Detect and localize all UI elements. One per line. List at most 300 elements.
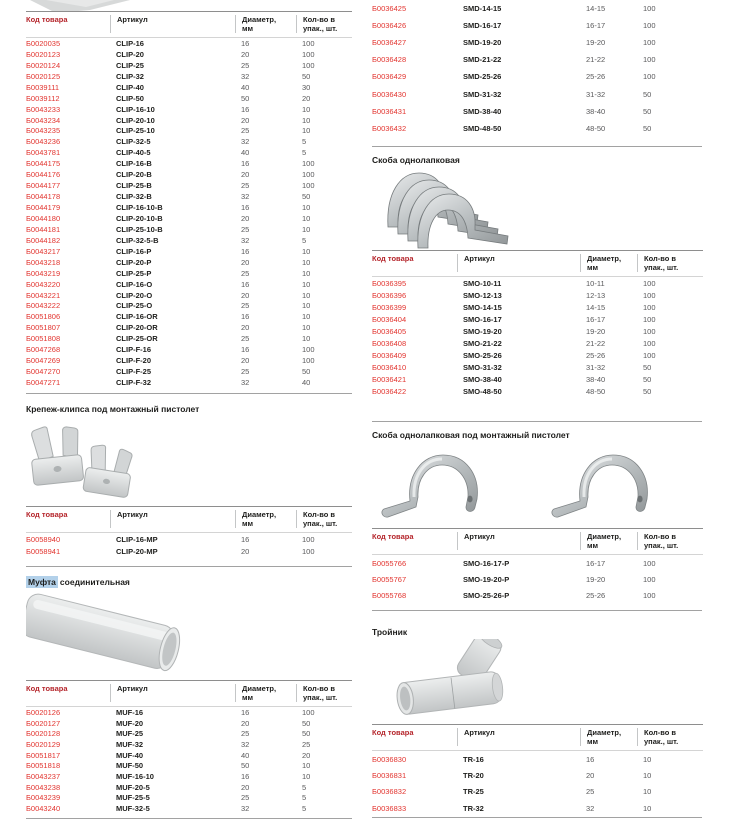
product-code: Б0047270 (26, 367, 61, 377)
table-row (26, 545, 352, 557)
article: CLIP-16-10-B (116, 203, 163, 213)
product-code: Б0044179 (26, 203, 61, 213)
article: CLIP-25-B (116, 181, 152, 191)
diameter-mm: 14-15 (586, 4, 606, 14)
pack-qty: 10 (302, 224, 311, 234)
diameter-mm: 12-13 (586, 290, 606, 300)
article: MUF-25 (116, 729, 144, 739)
diameter-mm: 16 (241, 707, 250, 717)
article: SMO-10-11 (463, 278, 502, 288)
product-code: Б0020035 (26, 38, 61, 48)
diameter-mm: 32 (241, 137, 250, 147)
product-code: Б0036396 (372, 290, 407, 300)
article: CLIP-20-P (116, 257, 152, 267)
product-code: Б0036410 (372, 363, 407, 373)
tr-table (372, 724, 703, 816)
header-line: мм (587, 541, 599, 550)
article: SMO-31-32 (463, 363, 502, 373)
diameter-mm: 25-26 (586, 351, 606, 361)
article: MUF-25-5 (116, 793, 150, 803)
pack-qty: 100 (302, 534, 315, 544)
product-code: Б0051806 (26, 312, 61, 322)
table-row (372, 0, 703, 17)
diameter-mm: 32 (241, 71, 250, 81)
pack-qty: 100 (643, 290, 656, 300)
clip-table-body (26, 38, 352, 388)
article: CLIP-16-MP (116, 534, 158, 544)
product-code: Б0043222 (26, 301, 61, 311)
table-row (26, 311, 352, 322)
diameter-mm: 20 (241, 170, 250, 180)
product-code: Б0047271 (26, 378, 61, 388)
diameter-mm: 25 (241, 334, 250, 344)
product-code: Б0036432 (372, 123, 407, 133)
article: CLIP-16-B (116, 159, 152, 169)
pack-qty: 5 (302, 235, 307, 245)
diameter-mm: 25 (241, 301, 250, 311)
product-code: Б0036831 (372, 770, 407, 780)
article: SMO-38-40 (463, 375, 502, 385)
article: SMO-16-17-P (463, 558, 510, 568)
article: SMO-19-20 (463, 326, 502, 336)
product-code: Б0044182 (26, 235, 61, 245)
article: CLIP-F-16 (116, 345, 152, 355)
pack-qty: 10 (302, 213, 311, 223)
pack-qty: 5 (302, 804, 307, 814)
pack-qty: 10 (302, 312, 311, 322)
diameter-mm: 25 (241, 181, 250, 191)
product-code: Б0043221 (26, 290, 61, 300)
article: CLIP-25 (116, 60, 144, 70)
table-row (372, 103, 703, 120)
product-code: Б0036430 (372, 89, 407, 99)
table-row (26, 301, 352, 312)
smo-p-product-photo (378, 447, 708, 527)
article: SMD-31-32 (463, 89, 502, 99)
article: TR-16 (463, 754, 484, 764)
table-row (26, 104, 352, 115)
diameter-mm: 20 (241, 546, 250, 556)
product-code: Б0044175 (26, 159, 61, 169)
col-header-qty (637, 728, 703, 746)
col-header-article: Артикул (110, 15, 235, 33)
product-code: Б0044176 (26, 170, 61, 180)
pack-qty: 40 (302, 378, 311, 388)
diameter-mm: 20 (241, 213, 250, 223)
diameter-mm: 25-26 (586, 72, 606, 82)
muf-product-photo (26, 591, 196, 684)
table-row (26, 93, 352, 104)
product-code: Б0051818 (26, 761, 61, 771)
col-header-article: Артикул (457, 728, 580, 746)
article: SMD-21-22 (463, 55, 502, 65)
diameter-mm: 16 (241, 38, 250, 48)
pack-qty: 10 (302, 290, 311, 300)
clip-mp-table (26, 506, 352, 557)
diameter-mm: 32 (241, 235, 250, 245)
pack-qty: 100 (302, 181, 315, 191)
header-line: Диаметр, (587, 532, 622, 541)
clip-mp-product-photo (28, 422, 153, 502)
diameter-mm: 40 (241, 148, 250, 158)
pack-qty: 50 (643, 89, 652, 99)
header-line: Диаметр, (587, 254, 622, 263)
pack-qty: 50 (302, 729, 311, 739)
product-code: Б0051807 (26, 323, 61, 333)
table-row (26, 38, 352, 49)
table-row (372, 325, 703, 337)
table-row (26, 71, 352, 82)
article: MUF-40 (116, 750, 144, 760)
pack-qty: 10 (302, 323, 311, 333)
diameter-mm: 16-17 (586, 558, 606, 568)
pack-qty: 50 (643, 106, 652, 116)
pack-qty: 10 (302, 126, 311, 136)
table-row (372, 51, 703, 68)
diameter-mm: 20 (241, 115, 250, 125)
product-code: Б0043217 (26, 246, 61, 256)
article: CLIP-F-32 (116, 378, 152, 388)
table-row (372, 17, 703, 34)
product-code: Б0036832 (372, 787, 407, 797)
diameter-mm: 48-50 (586, 123, 606, 133)
article: CLIP-50 (116, 93, 144, 103)
diameter-mm: 16 (241, 312, 250, 322)
product-code: Б0043239 (26, 793, 61, 803)
article: SMO-14-15 (463, 302, 502, 312)
table-row (26, 803, 352, 814)
diameter-mm: 20 (241, 782, 250, 792)
pack-qty: 10 (302, 104, 311, 114)
article: CLIP-40 (116, 82, 144, 92)
pack-qty: 100 (302, 49, 315, 59)
table-row (26, 136, 352, 147)
product-code: Б0058941 (26, 546, 61, 556)
diameter-mm: 20 (241, 323, 250, 333)
pack-qty: 100 (302, 159, 315, 169)
pack-qty: 50 (643, 363, 652, 373)
pack-qty: 100 (302, 546, 315, 556)
pack-qty: 10 (302, 246, 311, 256)
pack-qty: 100 (643, 302, 656, 312)
product-code: Б0036426 (372, 21, 407, 31)
table-row (26, 333, 352, 344)
pack-qty: 5 (302, 782, 307, 792)
table-row (372, 767, 703, 783)
pack-qty: 100 (643, 72, 656, 82)
article: SMO-21-22 (463, 339, 502, 349)
pack-qty: 10 (302, 761, 311, 771)
product-code: Б0036404 (372, 314, 407, 324)
diameter-mm: 25 (241, 729, 250, 739)
table-row (26, 771, 352, 782)
product-code: Б0036428 (372, 55, 407, 65)
article: CLIP-20-MP (116, 546, 158, 556)
header-line: упак., шт. (644, 263, 679, 272)
diameter-mm: 20 (241, 356, 250, 366)
table-row (26, 49, 352, 60)
table-header (372, 528, 703, 555)
table-row (26, 147, 352, 158)
header-line: Кол-во в (303, 15, 336, 24)
article: TR-25 (463, 787, 484, 797)
table-row (26, 169, 352, 180)
table-row (26, 268, 352, 279)
diameter-mm: 20 (586, 770, 595, 780)
table-row (26, 782, 352, 793)
article: MUF-50 (116, 761, 144, 771)
diameter-mm: 20 (241, 257, 250, 267)
diameter-mm: 19-20 (586, 38, 606, 48)
pack-qty: 50 (643, 387, 652, 397)
table-row (372, 301, 703, 313)
table-row (372, 85, 703, 102)
article: CLIP-20-10 (116, 115, 155, 125)
article: CLIP-F-20 (116, 356, 152, 366)
table-row (372, 313, 703, 325)
diameter-mm: 25-26 (586, 590, 606, 600)
pack-qty: 50 (302, 192, 311, 202)
diameter-mm: 32 (241, 804, 250, 814)
product-code: Б0036833 (372, 803, 407, 813)
table-row (26, 158, 352, 169)
table-row (372, 362, 703, 374)
section-divider (372, 421, 702, 422)
diameter-mm: 16 (241, 279, 250, 289)
smo-product-photo (385, 167, 520, 251)
pack-qty: 5 (302, 793, 307, 803)
article: SMO-16-17 (463, 314, 502, 324)
col-header-qty (296, 15, 352, 33)
diameter-mm: 16 (241, 771, 250, 781)
article: TR-32 (463, 803, 484, 813)
article: SMD-38-40 (463, 106, 502, 116)
header-line: упак., шт. (644, 737, 679, 746)
article: MUF-32 (116, 739, 144, 749)
product-code: Б0020128 (26, 729, 61, 739)
product-code: Б0039112 (26, 93, 60, 103)
header-line: Диаметр, (587, 728, 622, 737)
header-line: Кол-во в (644, 532, 677, 541)
product-code: Б0020126 (26, 707, 61, 717)
product-code: Б0043219 (26, 268, 61, 278)
muf-table-body (26, 707, 352, 814)
diameter-mm: 20 (241, 49, 250, 59)
pack-qty: 5 (302, 137, 307, 147)
header-line: мм (242, 24, 254, 33)
table-row (26, 180, 352, 191)
pack-qty: 100 (643, 314, 656, 324)
article: CLIP-32-5-B (116, 235, 159, 245)
table-row (26, 224, 352, 235)
product-code: Б0051817 (26, 750, 61, 760)
diameter-mm: 16 (241, 534, 250, 544)
diameter-mm: 16 (241, 159, 250, 169)
pack-qty: 100 (302, 707, 315, 717)
article: SMD-16-17 (463, 21, 502, 31)
article: SMD-48-50 (463, 123, 502, 133)
diameter-mm: 16-17 (586, 314, 606, 324)
article: TR-20 (463, 770, 484, 780)
header-line: мм (587, 263, 599, 272)
smo-p-table-body (372, 555, 703, 604)
tr-product-photo (395, 639, 513, 723)
header-line: Кол-во в (303, 684, 336, 693)
col-header-code: Код товара (26, 15, 68, 24)
table-row (26, 82, 352, 93)
diameter-mm: 25 (241, 126, 250, 136)
section-title-clip-mp: Крепеж-клипса под монтажный пистолет (26, 404, 200, 414)
article: CLIP-16-P (116, 246, 152, 256)
header-line: упак., шт. (303, 24, 338, 33)
article: SMD-14-15 (463, 4, 502, 14)
article: CLIP-20-B (116, 170, 152, 180)
diameter-mm: 31-32 (586, 363, 606, 373)
product-code: Б0036395 (372, 278, 407, 288)
pack-qty: 10 (643, 770, 652, 780)
product-code: Б0058940 (26, 534, 61, 544)
pack-qty: 100 (643, 339, 656, 349)
pack-qty: 30 (302, 82, 311, 92)
diameter-mm: 38-40 (586, 106, 606, 116)
table-row (26, 235, 352, 246)
table-row (26, 366, 352, 377)
table-row (372, 34, 703, 51)
pack-qty: 100 (643, 4, 656, 14)
article: CLIP-25-P (116, 268, 152, 278)
table-row (26, 213, 352, 224)
clip-mp-table-body (26, 533, 352, 557)
table-row (26, 728, 352, 739)
section-title-smo: Скоба однолапковая (372, 155, 460, 165)
col-header-code: Код товара (26, 510, 68, 519)
col-header-qty (296, 510, 352, 528)
table-row (26, 126, 352, 137)
pack-qty: 10 (643, 754, 652, 764)
diameter-mm: 25 (241, 268, 250, 278)
section-divider (26, 393, 352, 394)
product-code: Б0036425 (372, 4, 407, 14)
diameter-mm: 14-15 (586, 302, 606, 312)
table-row (372, 784, 703, 800)
diameter-mm: 25 (241, 60, 250, 70)
pack-qty: 10 (302, 257, 311, 267)
article: CLIP-25-O (116, 301, 153, 311)
clip-table (26, 11, 352, 388)
header-line: мм (242, 519, 254, 528)
table-row (26, 202, 352, 213)
product-code: Б0036431 (372, 106, 407, 116)
diameter-mm: 25 (241, 793, 250, 803)
pack-qty: 100 (643, 21, 656, 31)
col-header-qty (637, 254, 703, 272)
product-code: Б0043781 (26, 148, 61, 158)
product-code: Б0036399 (372, 302, 407, 312)
article: CLIP-16-O (116, 279, 153, 289)
article: CLIP-32-5 (116, 137, 151, 147)
pack-qty: 10 (302, 301, 311, 311)
diameter-mm: 32 (241, 192, 250, 202)
header-line: Диаметр, (242, 510, 277, 519)
tr-table-body (372, 751, 703, 816)
article: CLIP-32-B (116, 192, 152, 202)
pack-qty: 100 (302, 38, 315, 48)
pack-qty: 100 (643, 38, 656, 48)
product-code: Б0047269 (26, 356, 61, 366)
muf-table (26, 680, 352, 814)
col-header-diameter (235, 510, 296, 528)
table-row (26, 739, 352, 750)
article: CLIP-25-OR (116, 334, 158, 344)
title-rest: соединительная (59, 577, 130, 587)
diameter-mm: 16 (241, 345, 250, 355)
article: CLIP-20 (116, 49, 144, 59)
pack-qty: 10 (302, 203, 311, 213)
header-line: Кол-во в (644, 728, 677, 737)
pack-qty: 100 (643, 574, 656, 584)
product-code: Б0036422 (372, 387, 407, 397)
pack-qty: 100 (302, 356, 315, 366)
pack-qty: 50 (643, 123, 652, 133)
table-row (372, 350, 703, 362)
product-code: Б0043218 (26, 257, 61, 267)
article: SMD-25-26 (463, 72, 502, 82)
table-row (26, 246, 352, 257)
article: SMO-25-26-P (463, 590, 510, 600)
table-row (26, 533, 352, 545)
product-code: Б0036409 (372, 351, 407, 361)
product-code: Б0044178 (26, 192, 61, 202)
pack-qty: 100 (643, 278, 656, 288)
page-bottom-rule (26, 818, 352, 819)
table-row (26, 115, 352, 126)
table-header (372, 724, 703, 751)
product-code: Б0020129 (26, 739, 61, 749)
col-header-code: Код товара (372, 728, 414, 737)
article: SMO-48-50 (463, 387, 502, 397)
article: MUF-16 (116, 707, 144, 717)
col-header-code: Код товара (372, 532, 414, 541)
col-header-article: Артикул (457, 254, 580, 272)
table-row (26, 257, 352, 268)
diameter-mm: 16-17 (586, 21, 606, 31)
table-row (372, 800, 703, 816)
product-code: Б0043234 (26, 115, 61, 125)
pack-qty: 20 (302, 750, 311, 760)
pack-qty: 25 (302, 739, 311, 749)
diameter-mm: 25 (241, 224, 250, 234)
product-code: Б0036429 (372, 72, 407, 82)
section-title-smo-p: Скоба однолапковая под монтажный пистолет (372, 430, 570, 440)
table-row (372, 571, 703, 587)
table-row (26, 279, 352, 290)
pack-qty: 50 (302, 71, 311, 81)
diameter-mm: 25 (586, 787, 595, 797)
article: SMO-19-20-P (463, 574, 510, 584)
article: SMD-19-20 (463, 38, 502, 48)
table-row (26, 793, 352, 804)
col-header-diameter (235, 15, 296, 33)
section-divider (372, 146, 702, 147)
diameter-mm: 50 (241, 761, 250, 771)
diameter-mm: 40 (241, 82, 250, 92)
article: CLIP-16 (116, 38, 144, 48)
col-header-diameter (235, 684, 296, 702)
section-divider (372, 610, 702, 611)
product-code: Б0055766 (372, 558, 407, 568)
table-row (26, 760, 352, 771)
pack-qty: 10 (302, 115, 311, 125)
